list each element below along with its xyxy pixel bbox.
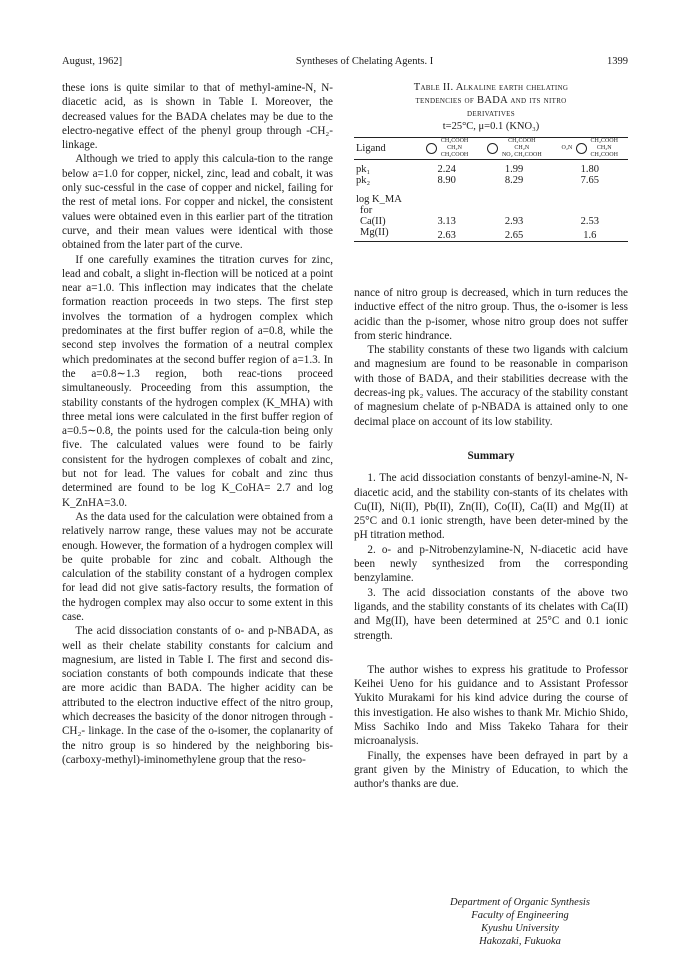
ligand-label: Ligand <box>354 138 417 160</box>
summary-item: 2. o- and p-Nitrobenzylamine-N, N-diacetic acid have been newly synthesized from the corresponding benzylamine. <box>354 543 628 585</box>
table-cell: 2.93 <box>504 216 524 227</box>
ligand-formula: CH₂COOH CH₂N NO₂ CH₂COOH <box>501 138 542 158</box>
paragraph: nance of nitro group is decreased, which in turn reduces the inductive effect of the nitro group. Thus, the o-isomer is less acidic than the p-isomer, whose nitro group does not suffer from steric hindrance. <box>354 287 628 342</box>
benzene-ring-icon <box>487 143 498 154</box>
paragraph: The stability constants of these two ligands with calcium and magnesium are found to be reasonable in comparison with those of BADA, and their stabilities decrease with the decreas-ing pk₂ values. The accuracy of the stability constant of magnesium chelate of p-NBADA is attained only to one decimal place on account of its low stability. <box>354 344 628 428</box>
ligand-formula: CH₂COOH CH₂N CH₂COOH <box>440 138 469 158</box>
row-label: pk₂ <box>356 175 371 186</box>
table-row <box>354 205 628 216</box>
ligand-prefix: O₂N <box>561 145 573 151</box>
table-row <box>354 216 628 227</box>
left-column <box>62 81 333 767</box>
ligand-structure <box>476 138 551 160</box>
paragraph: The acid dissociation constants of o- and p-NBADA, as well as their chelate stability constants for calcium and magnesium, are listed in Table I. The first and second dis-sociation constants of both compounds indicate that these are more acidic than BADA. The higher acidity can be attributed to the electron inductive effect of the nitro group, which decreases the basicity of the donor nitrogen through -CH₂- linkage. In the case of the o-isomer, the coplanarity of the nitro group is so hindered by the neighboring bis-(carboxy-methyl)-iminomethylene group that the reso- <box>62 625 333 766</box>
affiliation-line: Hakozaki, Fukuoka <box>479 936 561 947</box>
table-cell: 1.99 <box>504 164 524 175</box>
paragraph: As the data used for the calculation were obtained from a relatively narrow range, these values may not be accurate enough. However, the formation of a hydrogen complex will be quite probable for zinc and cobalt. Although the calculation of the stability constant of a hydrogen complex for lead did not give satis-factory results, the formation of the hydrogen complex may also occur to some extent in this case. <box>62 510 333 623</box>
table-cell: 8.90 <box>437 175 456 186</box>
benzene-ring-icon <box>426 143 437 154</box>
row-label: Ca(II) <box>360 216 386 227</box>
ligand-structure <box>552 138 628 160</box>
table-row <box>354 227 628 242</box>
ligand-formula: CH₂COOH CH₂N CH₂COOH <box>590 138 618 158</box>
benzene-ring-icon <box>576 143 587 154</box>
paragraph: The author wishes to express his gratitude to Professor Keihei Ueno for his guidance and to Assistant Professor Yukito Murakami for his kind advice during the course of this investigation. He also wishes to thank Mr. Michio Shido, Miss Sachiko Indo and Miss Takeko Tahara for their microanalysis. <box>354 663 628 748</box>
table-cell: 2.63 <box>417 227 477 242</box>
header-title: Syntheses of Chelating Agents. I <box>295 56 434 67</box>
table-row <box>354 175 628 186</box>
acknowledgement <box>354 663 628 792</box>
affiliation-line: Faculty of Engineering <box>471 910 569 921</box>
table-cell: 2.65 <box>476 227 551 242</box>
table-row <box>354 160 628 176</box>
running-header <box>62 56 628 67</box>
table-header-row <box>354 138 628 160</box>
summary-heading: Summary <box>467 449 515 462</box>
table-ii <box>354 81 628 242</box>
data-table <box>354 137 628 242</box>
table-caption-line: Table II. Alkaline earth chelating <box>413 82 569 93</box>
for-label: for <box>360 205 373 216</box>
affiliation-line: Department of Organic Synthesis <box>450 897 590 908</box>
summary-item: 1. The acid dissociation constants of benzyl-amine-N, N-diacetic acid, and the stability con-stants of its chelates with Cu(II), Ni(II), Pb(II), Zn(II), Co(II), Ca(II) and Mg(II) at 25°C and 0.1 ionic strength, have been deter-mined by the pH titration method. <box>354 472 628 542</box>
table-caption-line: tendencies of BADA and its nitro <box>415 95 567 106</box>
table-conditions: t=25°C, μ=0.1 (KNO₃) <box>442 121 540 132</box>
affiliation-line: Kyushu University <box>481 923 559 934</box>
row-label: Mg(II) <box>354 227 417 242</box>
table-cell: 2.53 <box>580 216 599 227</box>
summary-item: 3. The acid dissociation constants of the above two ligands, and the stability constants of its chelates with Ca(II) and Mg(II), have been determined at 25°C and 0.1 ionic strength. <box>354 586 628 642</box>
right-column <box>354 286 628 792</box>
ligand-structure <box>417 138 477 160</box>
paragraph: Although we tried to apply this calcula-tion to the range below a=1.0 for copper, nickel, zinc, lead and cobalt, it was only suc-cessful in the case of copper and nickel, failing for the rest of metal ions. For copper and nickel, the consistent values were obtained even in this earlier part of the titration curve, and their mean values were identical with those obtained from the later part of the curve. <box>62 153 333 252</box>
table-cell: 7.65 <box>580 175 599 186</box>
table-caption <box>354 81 628 133</box>
paragraph: Finally, the expenses have been defrayed in part by a grant given by the Ministry of Education, to which the author's thanks are due. <box>354 749 628 791</box>
table-row <box>354 186 628 205</box>
logk-label: log K_MA <box>356 194 402 205</box>
header-page-number: 1399 <box>607 56 628 67</box>
table-cell: 1.6 <box>552 227 628 242</box>
paragraph: If one carefully examines the titration curves for zinc, lead and cobalt, a slight in-flection will be noticed at a point near a=1.0. This inflection may indicates that the chelate formation reaction proceeds in two steps. The first step involves the tormation of a hydrogen complex which predominates at the first buffer region of a=0.8, while the second step involves the formation of a neutral complex which predominates at the second buffer region of a=1.3. In the a=0.8∼1.3 region, both reac-tions proceed simultaneously. Proceeding from this assumption, the stability constants of the hydrogen complex (K_MHA) with three metal ions were calculated in the first buffer region of a=0.5∼0.8, the points used for the calcula-tion being only five. The calculated values were found to be fairly consistent for the hydrogen complexes of cobalt and zinc, but not for lead. The values for cobalt and zinc thus determined are found to be log K_CoHA= 2.7 and log K_ZnHA=3.0. <box>62 253 333 509</box>
table-cell: 2.24 <box>437 164 456 175</box>
table-cell: 8.29 <box>504 175 524 186</box>
header-date: August, 1962] <box>62 56 123 67</box>
table-cell: 1.80 <box>580 164 599 175</box>
row-label: pk₁ <box>356 164 371 175</box>
table-cell: 3.13 <box>437 216 456 227</box>
author-affiliation <box>420 896 620 948</box>
table-caption-line: derivatives <box>467 108 515 119</box>
paragraph: these ions is quite similar to that of methyl-amine-N, N-diacetic acid, as is shown in Table I. Moreover, the decreased values for the BADA chelates may be due to the electro-negative effect of the phenyl group through -CH₂- linkage. <box>62 82 333 152</box>
